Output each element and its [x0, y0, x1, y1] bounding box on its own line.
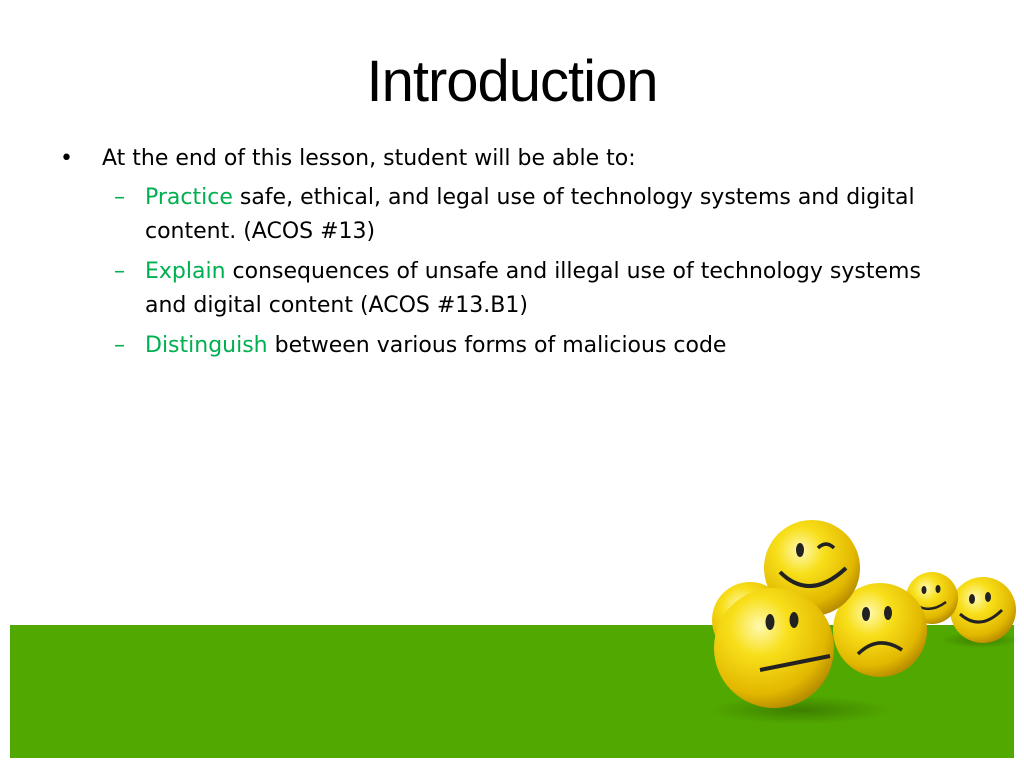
- sub-item-marker: –: [114, 185, 125, 210]
- sub-item-verb: Practice: [145, 185, 233, 210]
- slide-title: Introduction: [366, 49, 658, 114]
- sub-item-marker: –: [114, 259, 125, 284]
- sub-item-text: [145, 329, 726, 363]
- sub-item-practice: [114, 181, 958, 249]
- bullet-text: At the end of this lesson, student will be able to:: [102, 146, 636, 171]
- bullet-marker: •: [60, 146, 73, 171]
- bullet-item: [58, 143, 958, 175]
- slide-content: [58, 143, 958, 363]
- sub-item-text: [145, 255, 958, 323]
- smiley-small-right-icon: [950, 577, 1016, 643]
- unsure-smiley-icon: [714, 588, 834, 708]
- smiley-faces-image: [690, 510, 1024, 730]
- sub-item-verb: Explain: [145, 259, 226, 284]
- sub-item-text: [145, 181, 958, 249]
- sub-item-verb: Distinguish: [145, 333, 268, 358]
- sub-item-distinguish: [114, 329, 958, 363]
- sub-item-rest: safe, ethical, and legal use of technology systems and digital content. (ACOS #13): [145, 185, 915, 244]
- sub-item-rest: between various forms of malicious code: [267, 333, 727, 358]
- sub-item-rest: consequences of unsafe and illegal use of technology systems and digital content (ACOS #13.B1): [145, 259, 921, 318]
- sub-item-marker: –: [114, 333, 125, 358]
- sub-item-explain: [114, 255, 958, 323]
